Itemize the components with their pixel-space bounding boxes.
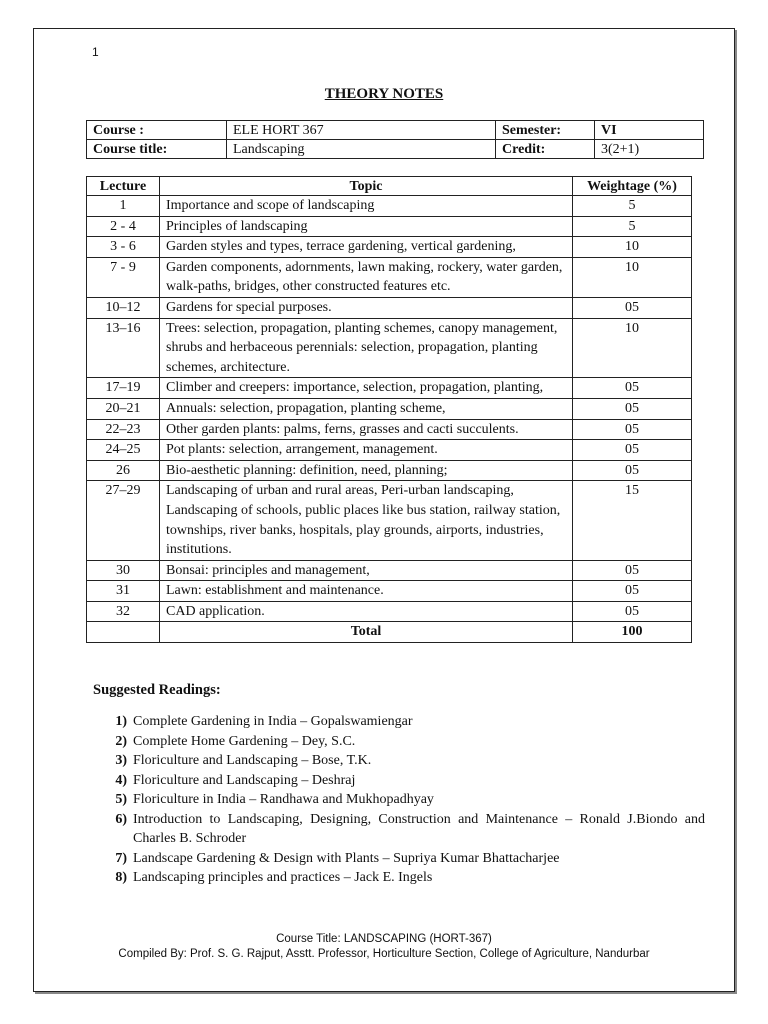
lecture-cell: 31 <box>87 581 160 602</box>
lecture-cell: 32 <box>87 601 160 622</box>
topics-table-body <box>87 196 692 622</box>
semester-label: Semester: <box>496 121 595 140</box>
topic-cell: Bio-aesthetic planning: definition, need, planning; <box>160 460 573 481</box>
table-row <box>87 378 692 399</box>
header-lecture: Lecture <box>87 177 160 196</box>
readings-list <box>93 712 705 888</box>
lecture-cell: 26 <box>87 460 160 481</box>
table-row <box>87 481 692 560</box>
weightage-cell: 5 <box>573 216 692 237</box>
weightage-cell: 05 <box>573 581 692 602</box>
reading-number: 1) <box>115 714 127 729</box>
table-row <box>87 196 692 217</box>
reading-number: 2) <box>115 733 127 749</box>
table-row <box>87 601 692 622</box>
table-row <box>87 398 692 419</box>
total-value: 100 <box>573 622 692 643</box>
reading-text: Floriculture and Landscaping – Deshraj <box>133 772 356 788</box>
topic-cell: Importance and scope of landscaping <box>160 196 573 217</box>
list-item <box>93 751 705 771</box>
reading-number: 8) <box>115 870 127 885</box>
course-value: ELE HORT 367 <box>227 121 496 140</box>
table-row <box>87 237 692 258</box>
topic-cell: Gardens for special purposes. <box>160 297 573 318</box>
reading-text: Landscape Gardening & Design with Plants – Supriya Kumar Bhattacharjee <box>133 850 560 866</box>
topic-cell: Garden styles and types, terrace gardening, vertical gardening, <box>160 237 573 258</box>
list-item <box>93 849 705 869</box>
lecture-cell: 7 - 9 <box>87 257 160 297</box>
topic-cell: Annuals: selection, propagation, planting scheme, <box>160 398 573 419</box>
course-row <box>87 121 704 140</box>
table-row <box>87 216 692 237</box>
total-row <box>87 622 692 643</box>
readings-heading: Suggested Readings: <box>93 682 221 698</box>
weightage-cell: 05 <box>573 601 692 622</box>
lecture-cell: 1 <box>87 196 160 217</box>
total-label: Total <box>160 622 573 643</box>
reading-number: 4) <box>115 772 127 788</box>
lecture-cell: 3 - 6 <box>87 237 160 258</box>
table-row <box>87 297 692 318</box>
total-empty-cell <box>87 622 160 643</box>
lecture-cell: 20–21 <box>87 398 160 419</box>
weightage-cell: 15 <box>573 481 692 560</box>
weightage-cell: 05 <box>573 419 692 440</box>
table-row <box>87 460 692 481</box>
weightage-cell: 05 <box>573 440 692 461</box>
header-topic: Topic <box>160 177 573 196</box>
list-item <box>93 771 705 791</box>
weightage-cell: 10 <box>573 318 692 378</box>
list-item <box>93 712 705 732</box>
reading-text: Floriculture in India – Randhawa and Mukhopadhyay <box>133 792 434 807</box>
topic-cell: Landscaping of urban and rural areas, Peri-urban landscaping, Landscaping of schools, public places like bus station, railway station, townships, river banks, hospitals, play grounds, airports, industries, institutions. <box>160 481 573 560</box>
course-title-value: Landscaping <box>227 140 496 159</box>
lecture-cell: 10–12 <box>87 297 160 318</box>
list-item <box>93 868 705 888</box>
list-item <box>93 790 705 810</box>
weightage-cell: 05 <box>573 378 692 399</box>
weightage-cell: 05 <box>573 297 692 318</box>
semester-value: VI <box>595 121 704 140</box>
reading-text: Complete Gardening in India – Gopalswamiengar <box>133 714 413 729</box>
course-label: Course : <box>87 121 227 140</box>
topics-table <box>86 176 692 643</box>
table-row <box>87 581 692 602</box>
table-row <box>87 318 692 378</box>
topic-cell: Trees: selection, propagation, planting schemes, canopy management, shrubs and herbaceous perennials: selection, propagation, planting schemes, architecture. <box>160 318 573 378</box>
credit-label: Credit: <box>496 140 595 159</box>
reading-number: 7) <box>115 850 127 866</box>
course-title-row <box>87 140 704 159</box>
list-item <box>93 732 705 752</box>
topic-cell: Lawn: establishment and maintenance. <box>160 581 573 602</box>
lecture-cell: 2 - 4 <box>87 216 160 237</box>
footer-compiled-by: Compiled By: Prof. S. G. Rajput, Asstt. Professor, Horticulture Section, College of Agriculture, Nandurbar <box>118 948 650 960</box>
course-title-label: Course title: <box>87 140 227 159</box>
list-item <box>93 810 705 849</box>
topic-cell: Garden components, adornments, lawn making, rockery, water garden, walk-paths, bridges, other constructed features etc. <box>160 257 573 297</box>
lecture-cell: 22–23 <box>87 419 160 440</box>
reading-text: Landscaping principles and practices – Jack E. Ingels <box>133 870 433 885</box>
course-info-table <box>86 120 704 159</box>
topic-cell: Bonsai: principles and management, <box>160 560 573 581</box>
page-title: THEORY NOTES <box>324 86 444 102</box>
weightage-cell: 5 <box>573 196 692 217</box>
table-header-row <box>87 177 692 196</box>
page-number: 1 <box>92 45 99 59</box>
table-row <box>87 419 692 440</box>
reading-text: Floriculture and Landscaping – Bose, T.K. <box>133 753 372 768</box>
table-row <box>87 560 692 581</box>
lecture-cell: 27–29 <box>87 481 160 560</box>
weightage-cell: 05 <box>573 460 692 481</box>
reading-number: 3) <box>115 753 127 768</box>
reading-number: 5) <box>115 792 127 807</box>
reading-number: 6) <box>115 811 127 827</box>
topic-cell: Other garden plants: palms, ferns, grasses and cacti succulents. <box>160 419 573 440</box>
weightage-cell: 05 <box>573 560 692 581</box>
lecture-cell: 17–19 <box>87 378 160 399</box>
header-weightage: Weightage (%) <box>573 177 692 196</box>
topic-cell: Principles of landscaping <box>160 216 573 237</box>
reading-text: Complete Home Gardening – Dey, S.C. <box>133 733 356 749</box>
topic-cell: CAD application. <box>160 601 573 622</box>
table-row <box>87 440 692 461</box>
footer-course-title: Course Title: LANDSCAPING (HORT-367) <box>276 933 492 945</box>
weightage-cell: 10 <box>573 257 692 297</box>
lecture-cell: 30 <box>87 560 160 581</box>
topic-cell: Climber and creepers: importance, selection, propagation, planting, <box>160 378 573 399</box>
lecture-cell: 13–16 <box>87 318 160 378</box>
weightage-cell: 05 <box>573 398 692 419</box>
topic-cell: Pot plants: selection, arrangement, management. <box>160 440 573 461</box>
lecture-cell: 24–25 <box>87 440 160 461</box>
credit-value: 3(2+1) <box>595 140 704 159</box>
reading-text: Introduction to Landscaping, Designing, Construction and Maintenance – Ronald J.Biondo and Charles B. Schroder <box>133 811 705 846</box>
weightage-cell: 10 <box>573 237 692 258</box>
table-row <box>87 257 692 297</box>
